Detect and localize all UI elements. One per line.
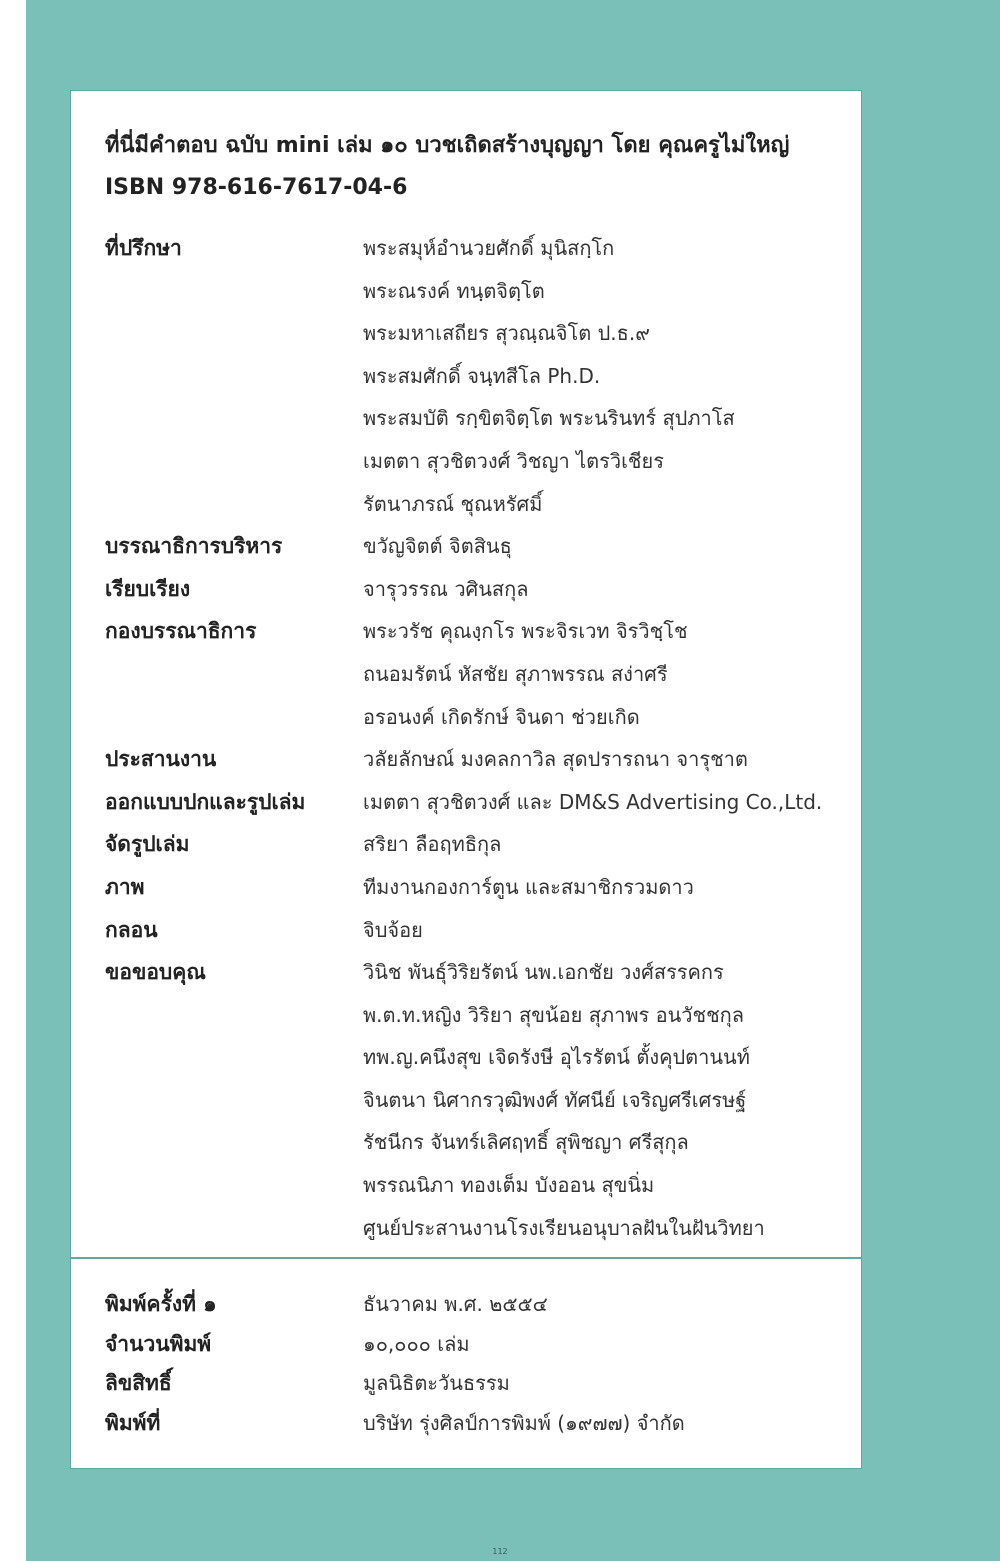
credit-value: พระสมบัติ รกฺขิตจิตฺโต พระนรินทร์ สุปภาโส: [363, 406, 735, 431]
credit-label: เรียบเรียง: [105, 576, 191, 601]
credit-row: [105, 951, 845, 1249]
credit-label: กลอน: [105, 917, 158, 942]
credit-value: วินิช พันธุ์วิริยรัตน์ นพ.เอกชัย วงศ์สรรคกร: [363, 960, 724, 985]
credit-value: วลัยลักษณ์ มงคลกาวิล สุดปรารถนา จารุชาต: [363, 747, 748, 772]
credit-values: [363, 951, 845, 1249]
book-title-block: [105, 125, 845, 209]
credit-value: พระสมุห์อำนวยศักดิ์ มุนิสกฺโก: [363, 236, 615, 260]
publication-label: พิมพ์ที่: [105, 1410, 161, 1435]
credit-value: เมตตา สุวชิตวงศ์ และ DM&S Advertising Co.,Ltd.: [363, 789, 823, 814]
publication-row: [105, 1364, 845, 1404]
credit-row: [105, 227, 845, 525]
credit-row: [105, 525, 845, 568]
book-title: ที่นี่มีคำตอบ ฉบับ mini เล่ม ๑๐ บวชเถิดสร้างบุญญา โดย คุณครูไม่ใหญ่: [105, 133, 790, 158]
credit-value: ทพ.ญ.คนึงสุข เจิดรังษี อุไรรัตน์ ตั้งคุปตานนท์: [363, 1045, 750, 1070]
credit-value: จินตนา นิศากรวุฒิพงศ์ ทัศนีย์ เจริญศรีเศรษฐ์: [363, 1087, 747, 1112]
credit-value: พ.ต.ท.หญิง วิริยา สุขน้อย สุภาพร อนวัชชกุล: [363, 1002, 745, 1027]
publication-value: ๑๐,๐๐๐ เล่ม: [363, 1331, 470, 1356]
publication-row: [105, 1404, 845, 1444]
credit-label: ที่ปรึกษา: [105, 236, 182, 260]
credit-row: [105, 610, 845, 738]
credit-value: พระมหาเสถียร สุวณฺณจิโต ป.ธ.๙: [363, 321, 650, 346]
credit-values: [363, 568, 845, 611]
credit-value: จารุวรรณ วศินสกุล: [363, 576, 529, 601]
publication-value: มูลนิธิตะวันธรรม: [363, 1371, 510, 1396]
publication-label: จำนวนพิมพ์: [105, 1331, 212, 1356]
credit-row: [105, 568, 845, 611]
credit-row: [105, 738, 845, 781]
credits-list: [105, 227, 845, 1249]
credit-value: พรรณนิภา ทองเต็ม บังออน สุขนิ่ม: [363, 1173, 655, 1198]
isbn: ISBN 978-616-7617-04-6: [105, 175, 408, 200]
credit-values: [363, 610, 845, 738]
credit-value: พระวรัช คุณงฺกโร พระจิรเวท จิรวิชฺโช: [363, 619, 688, 644]
credit-values: [363, 866, 845, 909]
credit-value: รัตนาภรณ์ ชุณหรัศมิ์: [363, 491, 543, 516]
publication-row: [105, 1285, 845, 1325]
publication-label: พิมพ์ครั้งที่ ๑: [105, 1292, 217, 1316]
credit-label: ออกแบบปกและรูปเล่ม: [105, 789, 306, 814]
credit-value: อรอนงค์ เกิดรักษ์ จินดา ช่วยเกิด: [363, 704, 640, 729]
credit-row: [105, 823, 845, 866]
credit-value: ทีมงานกองการ์ตูน และสมาชิกรวมดาว: [363, 874, 694, 899]
credit-label: จัดรูปเล่ม: [105, 832, 190, 857]
credit-value: ขวัญจิตต์ จิตสินธุ: [363, 534, 512, 559]
publication-value: ธันวาคม พ.ศ. ๒๕๕๔: [363, 1292, 548, 1316]
credit-value: พระสมศักดิ์ จนฺทสีโล Ph.D.: [363, 363, 601, 388]
credit-value: พระณรงค์ ทนฺตจิตฺโต: [363, 278, 545, 303]
colophon-card: [70, 90, 862, 1469]
credit-value: ถนอมรัตน์ หัสชัย สุภาพรรณ สง่าศรี: [363, 661, 668, 686]
publication-value: บริษัท รุ่งศิลป์การพิมพ์ (๑๙๗๗) จำกัด: [363, 1410, 685, 1435]
credit-values: [363, 525, 845, 568]
credit-values: [363, 781, 845, 824]
publication-label: ลิขสิทธิ์: [105, 1371, 172, 1396]
credit-row: [105, 909, 845, 952]
credit-value: จิบจ้อย: [363, 917, 423, 942]
credit-label: กองบรรณาธิการ: [105, 619, 257, 644]
page-left-margin: [0, 0, 26, 1561]
credit-values: [363, 909, 845, 952]
credit-value: สริยา ลือฤทธิกุล: [363, 832, 502, 857]
publication-row: [105, 1325, 845, 1365]
credit-row: [105, 781, 845, 824]
credit-label: ประสานงาน: [105, 747, 217, 772]
credit-value: เมตตา สุวชิตวงศ์ วิชญา ไตรวิเชียร: [363, 448, 664, 473]
credit-value: รัชนีกร จันทร์เลิศฤทธิ์ สุพิชญา ศรีสุกุล: [363, 1130, 689, 1155]
credit-label: บรรณาธิการบริหาร: [105, 534, 283, 559]
credit-row: [105, 866, 845, 909]
credit-label: ภาพ: [105, 874, 145, 899]
credit-values: [363, 227, 845, 525]
credit-values: [363, 823, 845, 866]
credit-value: ศูนย์ประสานงานโรงเรียนอนุบาลฝันในฝันวิทยา: [363, 1215, 765, 1240]
publication-info: [105, 1285, 845, 1443]
credit-values: [363, 738, 845, 781]
section-divider: [71, 1257, 861, 1259]
credit-label: ขอขอบคุณ: [105, 960, 206, 985]
page-number: 112: [492, 1547, 508, 1556]
